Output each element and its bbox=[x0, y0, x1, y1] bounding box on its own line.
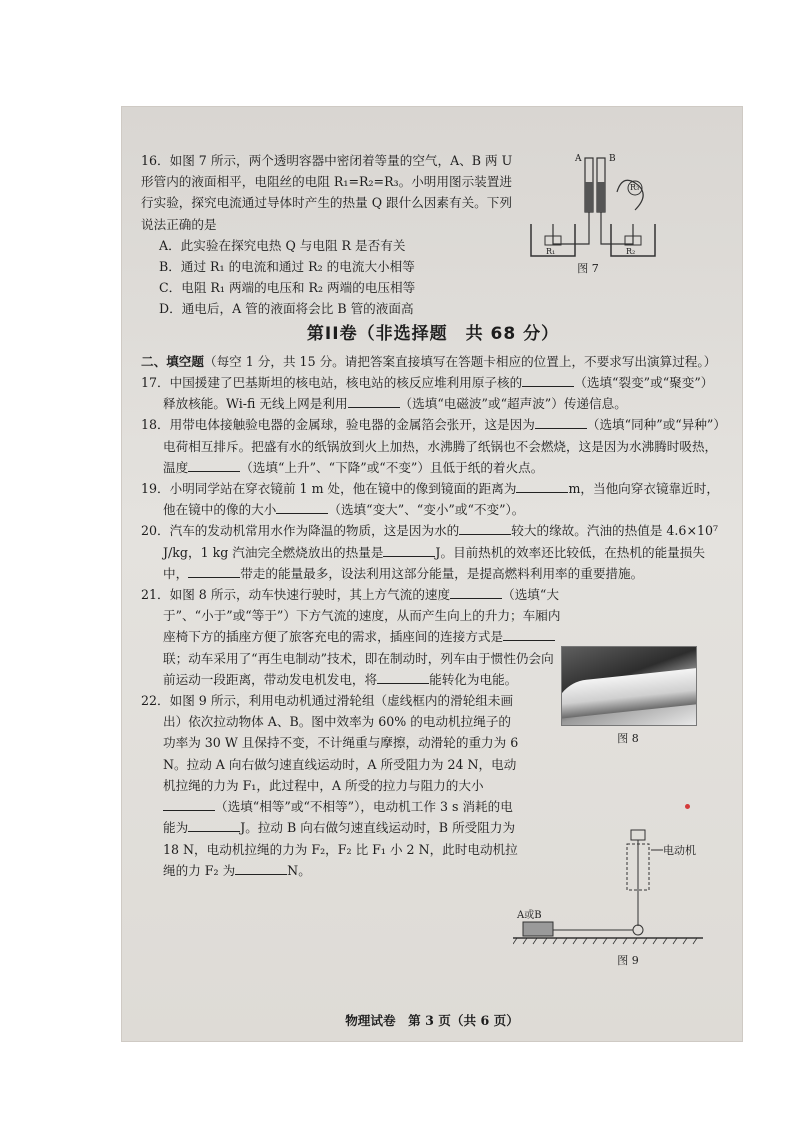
fig7-label-b: B bbox=[609, 154, 616, 164]
q21-part-2: （选填“大于”、“小于”或“等于”）下方气流的速度，从而产生向上的升力；车厢内座椅下方的插座方便了旅客充电的需求，插座间的连接方式是 bbox=[163, 587, 561, 645]
question-21 bbox=[141, 584, 563, 690]
q19-blank-2[interactable] bbox=[276, 499, 328, 514]
q20-part-2: 较大的缘故。汽油的热值是 4.6×10⁷ J/kg，1 kg 汽油完全燃烧放出的热量是 bbox=[163, 523, 719, 560]
fig7-label-a: A bbox=[575, 154, 582, 164]
fig7-label-r1: R₁ bbox=[546, 247, 556, 256]
q17-part-2: （选填“裂变”或“聚变”）释放核能。Wi-fi 无线上网是利用 bbox=[163, 375, 714, 412]
q21-part-1: 21．如图 8 所示，动车快速行驶时，其上方气流的速度 bbox=[141, 587, 451, 603]
train-icon bbox=[561, 667, 697, 720]
fig7-label-r2: R₂ bbox=[626, 247, 636, 256]
figure-7-diagram bbox=[513, 152, 663, 272]
q22-blank-3[interactable] bbox=[235, 860, 287, 875]
fig9-motor-label: 电动机 bbox=[663, 844, 696, 857]
q20-blank-1[interactable] bbox=[459, 520, 511, 535]
q18-blank-1[interactable] bbox=[535, 414, 587, 429]
figure-7-caption: 图 7 bbox=[577, 262, 599, 275]
exam-page bbox=[121, 106, 743, 1042]
q18-part-1: 18．用带电体接触验电器的金属球，验电器的金属箔会张开，这是因为 bbox=[141, 417, 535, 433]
train-photo bbox=[561, 646, 697, 726]
q16-option-d: D．通电后，A 管的液面将会比 B 管的液面高 bbox=[159, 301, 414, 317]
question-20 bbox=[141, 520, 725, 584]
q16-stem: 16．如图 7 所示，两个透明容器中密闭着等量的空气，A、B 两 U 形管内的液面相平，电阻丝的电阻 R₁=R₂=R₃。小明用图示装置进行实验，探究电流通过导体时产生的热量 Q 跟什么因素有关。下列说法正确的是 bbox=[141, 153, 513, 232]
q17-blank-1[interactable] bbox=[522, 372, 574, 387]
page-footer: 物理试卷 第 3 页（共 6 页） bbox=[345, 1013, 519, 1028]
section-2-label: 二、填空题 bbox=[141, 353, 204, 369]
figure-9-caption: 图 9 bbox=[617, 954, 639, 967]
q19-blank-1[interactable] bbox=[516, 478, 568, 493]
q16-option-c: C．电阻 R₁ 两端的电压和 R₂ 两端的电压相等 bbox=[159, 280, 416, 296]
question-16 bbox=[141, 150, 521, 320]
q20-part-3: J。目前热机的效率还比较低，在热机的能量损失中， bbox=[163, 544, 705, 581]
question-22 bbox=[141, 690, 523, 881]
q21-part-4: 能转化为电能。 bbox=[429, 671, 518, 687]
figure-7 bbox=[513, 152, 663, 275]
q20-part-4: 带走的能量最多，设法利用这部分能量，是提高燃料利用率的重要措施。 bbox=[240, 565, 644, 581]
q20-blank-3[interactable] bbox=[188, 563, 240, 578]
q17-part-1: 17．中国援建了巴基斯坦的核电站，核电站的核反应堆利用原子核的 bbox=[141, 375, 523, 391]
q21-part-3: 联；动车采用了“再生电制动”技术，即在制动时，列车由于惯性仍会向前运动一段距离，带动发电机发电，将 bbox=[163, 650, 554, 687]
q22-part-2: （选填“相等”或“不相等”），电动机工作 3 s 消耗的电能为 bbox=[163, 799, 513, 836]
red-mark bbox=[685, 804, 690, 809]
q19-part-3: （选填“变大”、“变小”或“不变”）。 bbox=[328, 502, 525, 518]
q18-part-2: （选填“同种”或“异种”）电荷相互排斥。把盛有水的纸锅放到火上加热，水沸腾了纸锅也不会燃烧，这是因为水沸腾时吸热，温度 bbox=[163, 417, 720, 475]
q21-blank-2[interactable] bbox=[503, 626, 555, 641]
section-2-title: 第II卷（非选择题 共 68 分） bbox=[306, 323, 560, 344]
q16-option-a: A．此实验在探究电热 Q 与电阻 R 是否有关 bbox=[159, 237, 406, 253]
q17-blank-2[interactable] bbox=[348, 393, 400, 408]
q20-blank-2[interactable] bbox=[383, 542, 435, 557]
q19-part-2: m，当他向穿衣镜靠近时，他在镜中的像的大小 bbox=[163, 481, 719, 518]
fig7-label-r3: R₃ bbox=[630, 183, 640, 192]
q21-blank-3[interactable] bbox=[377, 669, 429, 684]
figure-9 bbox=[513, 826, 703, 966]
q17-part-3: （选填“电磁波”或“超声波”）传递信息。 bbox=[399, 396, 627, 412]
q22-blank-2[interactable] bbox=[188, 817, 240, 832]
q16-option-b: B．通过 R₁ 的电流和通过 R₂ 的电流大小相等 bbox=[159, 259, 415, 275]
fig9-block-label: A或B bbox=[517, 910, 542, 921]
question-19 bbox=[141, 478, 725, 520]
q22-blank-1[interactable] bbox=[163, 796, 215, 811]
q18-part-3: （选填“上升”、“下降”或“不变”）且低于纸的着火点。 bbox=[240, 459, 544, 475]
q19-part-1: 19．小明同学站在穿衣镜前 1 m 处，他在镜中的像到镜面的距离为 bbox=[141, 481, 517, 497]
section-2-note: （每空 1 分，共 15 分。请把答案直接填写在答题卡相应的位置上，不要求写出演算过程。） bbox=[203, 353, 717, 369]
figure-8-caption: 图 8 bbox=[617, 732, 639, 745]
q22-intro: 22．如图 9 所示，利用电动机通过滑轮组（虚线框内的滑轮组未画出）依次拉动物体 A、B。图中效率为 60% 的电动机拉绳子的功率为 30 W 且保持不变，不计绳重与摩擦，动滑轮的重力为 6 N。拉动 A 向右做匀速直线运动时，A 所受阻力为 24 N，电动机拉绳的力为 F₁，此过程中，A 所受的拉力与阻力的大小 bbox=[141, 693, 519, 793]
q18-blank-2[interactable] bbox=[188, 457, 240, 472]
question-18 bbox=[141, 414, 725, 478]
figure-8 bbox=[561, 646, 695, 746]
q21-blank-1[interactable] bbox=[450, 584, 502, 599]
q22-part-3: J。拉动 B 向右做匀速直线运动时，B 所受阻力为 18 N，电动机拉绳的力为 F₂，F₂ 比 F₁ 小 2 N，此时电动机拉绳的力 F₂ 为 bbox=[163, 820, 518, 878]
q22-part-4: N。 bbox=[287, 862, 311, 878]
section-2-heading bbox=[141, 351, 725, 372]
q20-part-1: 20．汽车的发动机常用水作为降温的物质，这是因为水的 bbox=[141, 523, 460, 539]
question-17 bbox=[141, 372, 725, 414]
